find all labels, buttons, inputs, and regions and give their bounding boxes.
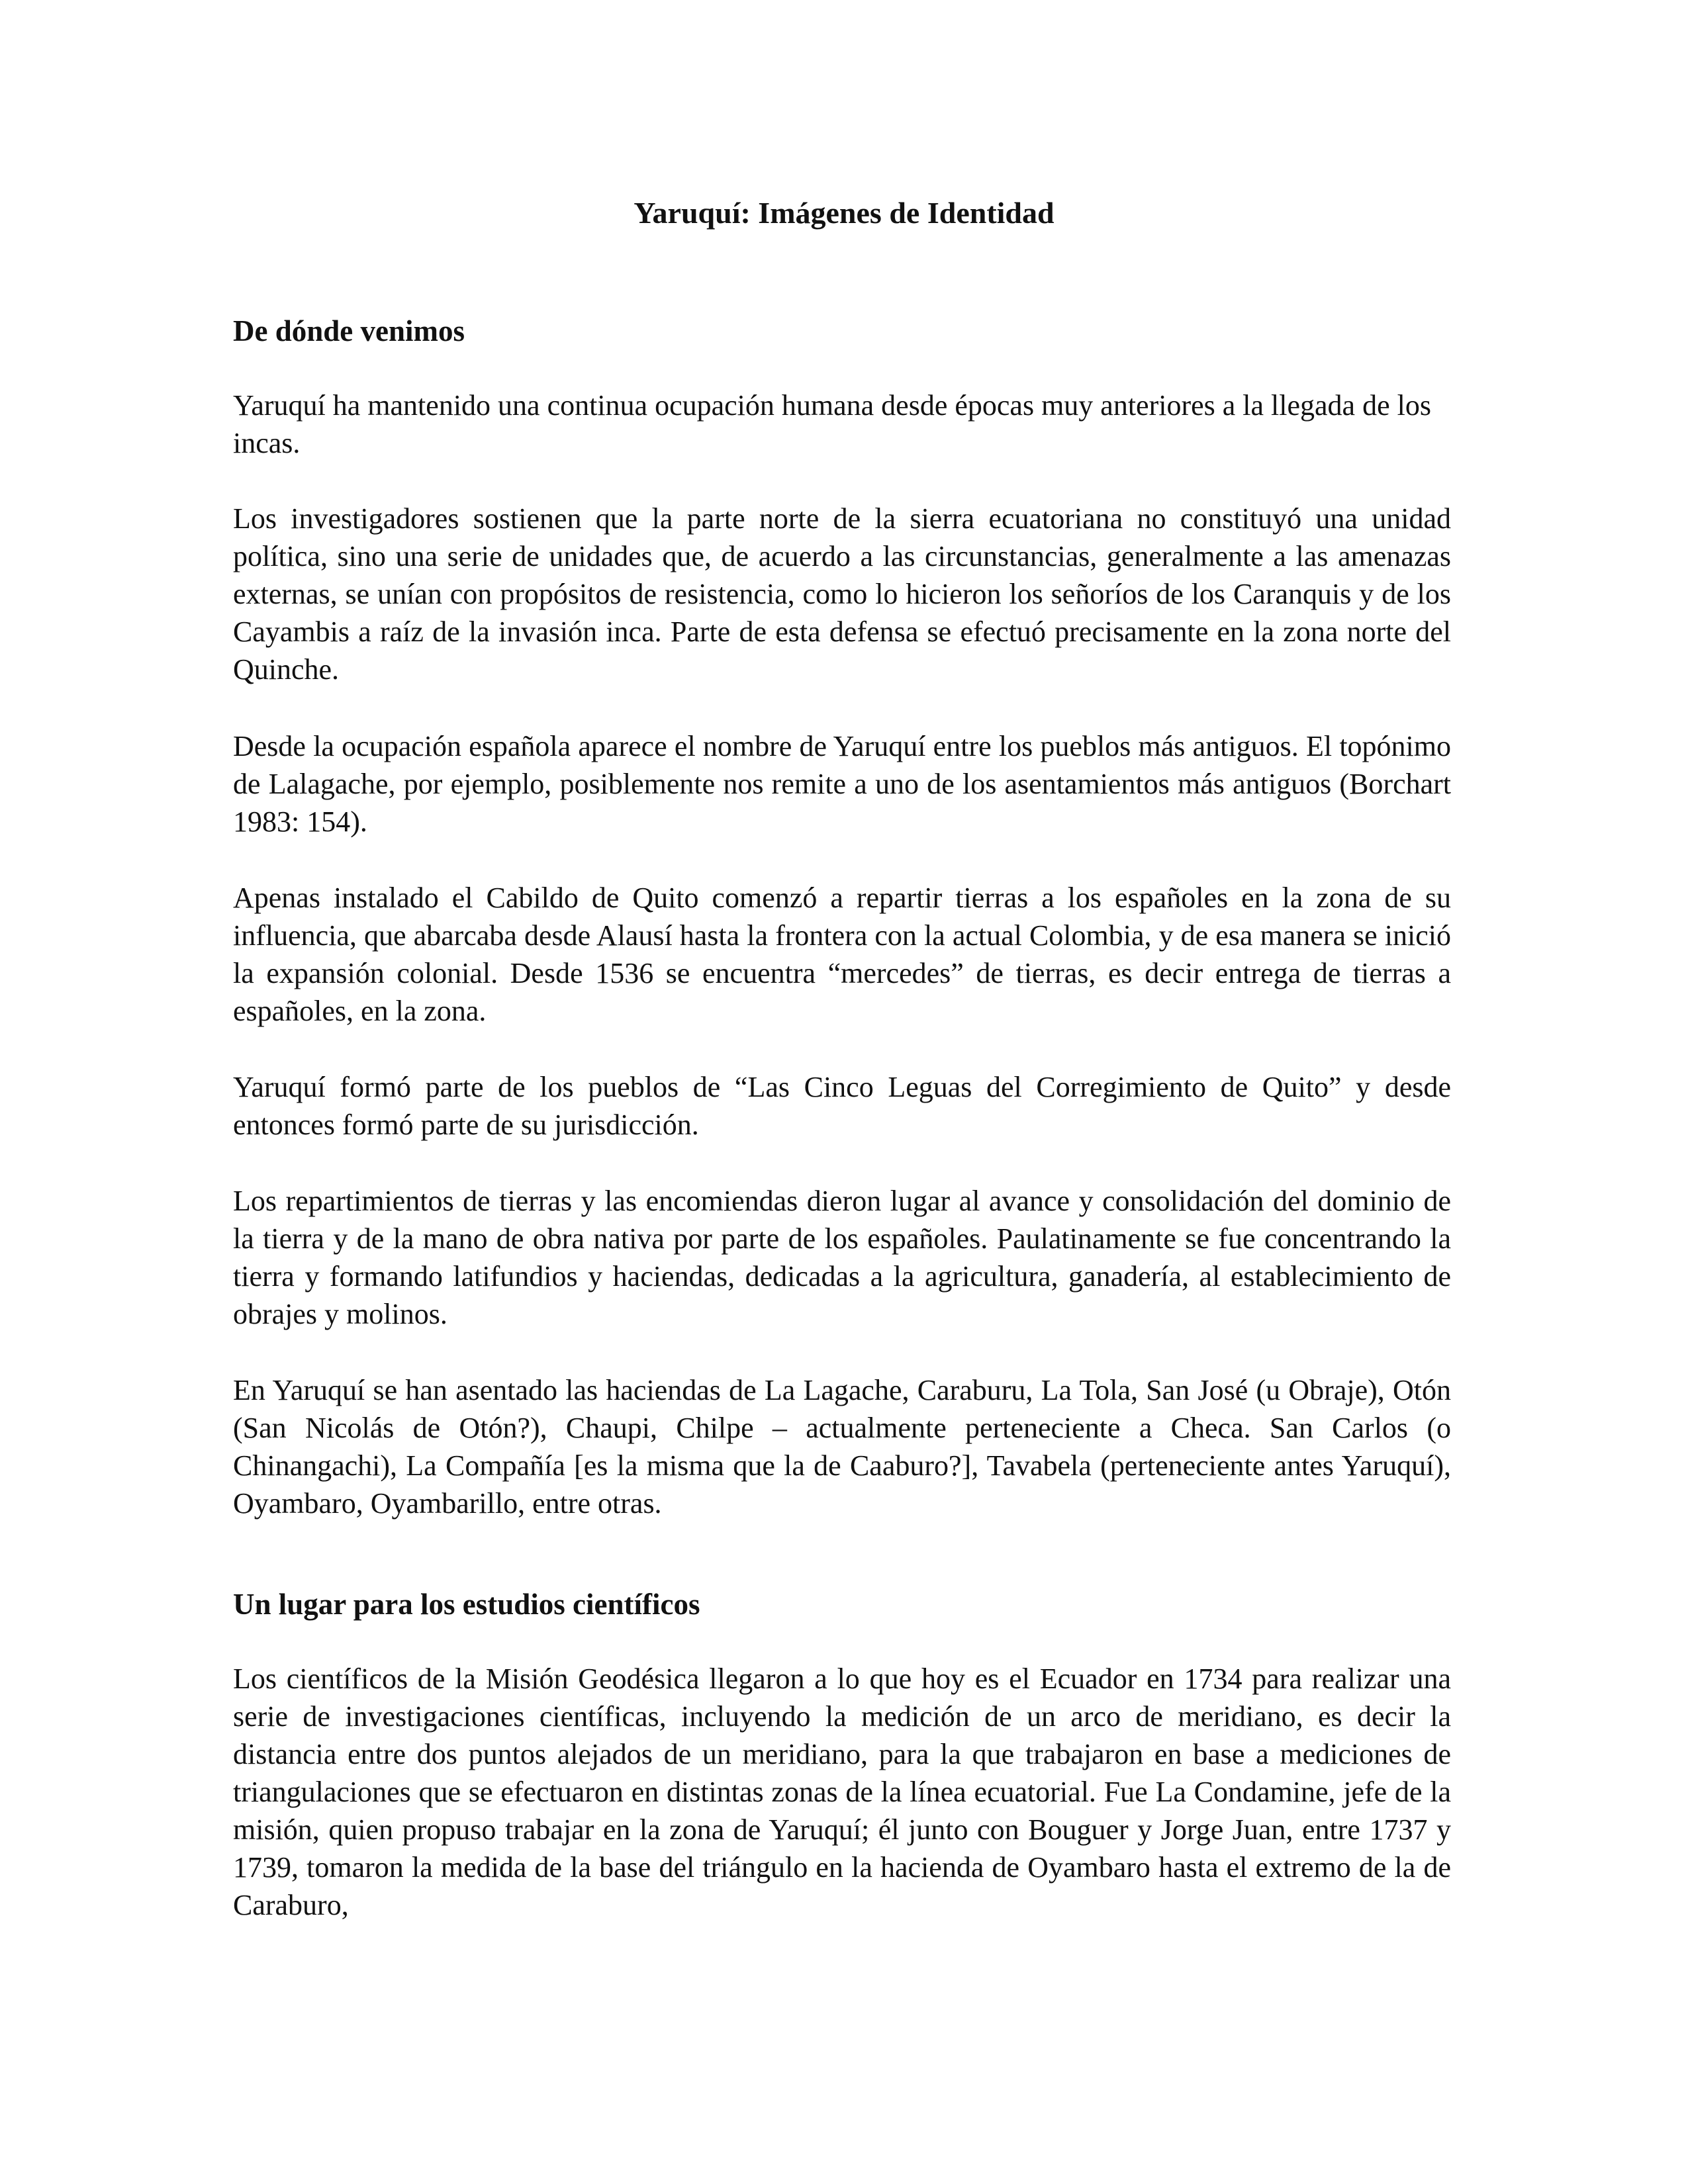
section-heading-origins: De dónde venimos	[233, 314, 465, 347]
document-title: Yaruquí: Imágenes de Identidad	[633, 196, 1055, 230]
paragraph-5: Yaruquí formó parte de los pueblos de “Las Cinco Leguas del Corregimiento de Quito” y desde entonces formó parte de su jurisdicción.	[233, 1071, 1451, 1141]
paragraph-6: Los repartimientos de tierras y las encomiendas dieron lugar al avance y consolidación del dominio de la tierra y de la mano de obra nativa por parte de los españoles. Paulatinamente se fue concentrando la tierra y formando latifundios y haciendas, dedicadas a la agricultura, ganadería, al establecimiento de obrajes y molinos.	[233, 1185, 1451, 1330]
section-heading-science: Un lugar para los estudios científicos	[233, 1588, 700, 1621]
paragraph-8: Los científicos de la Misión Geodésica llegaron a lo que hoy es el Ecuador en 1734 para realizar una serie de investigaciones científicas, incluyendo la medición de un arco de meridiano, es decir la distancia entre dos puntos alejados de un meridiano, para la que trabajaron en base a mediciones de triangulaciones que se efectuaron en distintas zonas de la línea ecuatorial. Fue La Condamine, jefe de la misión, quien propuso trabajar en la zona de Yaruquí; él junto con Bouguer y Jorge Juan, entre 1737 y 1739, tomaron la medida de la base del triángulo en la hacienda de Oyambaro hasta el extremo de la de Caraburo,	[233, 1662, 1451, 1921]
paragraph-1: Yaruquí ha mantenido una continua ocupación humana desde épocas muy anteriores a la llegada de los incas.	[233, 389, 1431, 459]
paragraph-4: Apenas instalado el Cabildo de Quito comenzó a repartir tierras a los españoles en la zona de su influencia, que abarcaba desde Alausí hasta la frontera con la actual Colombia, y de esa manera se inició la expansión colonial. Desde 1536 se encuentra “mercedes” de tierras, es decir entrega de tierras a españoles, en la zona.	[233, 882, 1451, 1027]
paragraph-3: Desde la ocupación española aparece el nombre de Yaruquí entre los pueblos más antiguos. El topónimo de Lalagache, por ejemplo, posiblemente nos remite a uno de los asentamientos más antiguos (Borchart 1983: 154).	[233, 730, 1451, 838]
paragraph-2: Los investigadores sostienen que la parte norte de la sierra ecuatoriana no constituyó una unidad política, sino una serie de unidades que, de acuerdo a las circunstancias, generalmente a las amenazas externas, se unían con propósitos de resistencia, como lo hicieron los señoríos de los Caranquis y de los Cayambis a raíz de la invasión inca. Parte de esta defensa se efectuó precisamente en la zona norte del Quinche.	[233, 502, 1451, 686]
paragraph-7: En Yaruquí se han asentado las haciendas de La Lagache, Caraburu, La Tola, San José (u Obraje), Otón (San Nicolás de Otón?), Chaupi, Chilpe – actualmente perteneciente a Checa. San Carlos (o Chinangachi), La Compañía [es la misma que la de Caaburo?], Tavabela (perteneciente antes Yaruquí), Oyambaro, Oyambarillo, entre otras.	[233, 1374, 1451, 1520]
